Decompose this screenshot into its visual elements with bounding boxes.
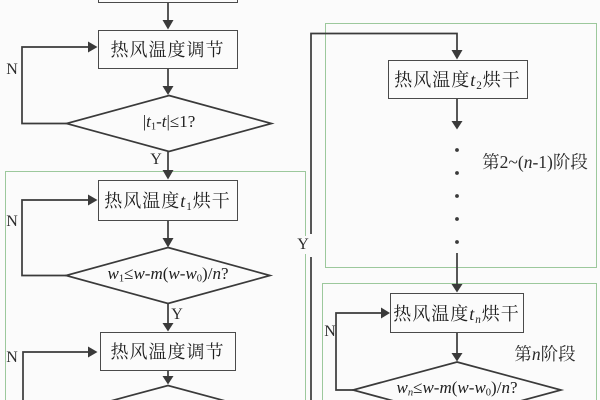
connector-adjust2-to-cond3 (163, 370, 174, 385)
connector-dots-to-dryn (452, 253, 463, 293)
node-adjust-temp-stage1-label: 热风温度调节 (110, 342, 225, 362)
node-start-partial (98, 0, 238, 3)
branch-yes-cond-temp: Y (150, 151, 162, 168)
node-dry-t2-label: 热风温度t2烘干 (394, 70, 521, 92)
cond-temp-text: |t1-t|≤1? (142, 112, 196, 133)
connector-adjust2-no-loop (23, 347, 98, 400)
connector-start-to-adjust (163, 3, 174, 30)
branch-no-cond-temp: N (6, 61, 18, 78)
stage-mid-label: 第2~(n-1)阶段 (482, 152, 588, 172)
node-adjust-temp-top-label: 热风温度调节 (110, 40, 225, 60)
node-dry-tn (390, 293, 524, 333)
node-dry-tn-label: 热风温度tn烘干 (393, 303, 520, 326)
node-dry-t2 (388, 60, 528, 99)
cond-w1-text: w1≤w-m(w-w0)/n? (107, 264, 229, 285)
connector-dry2-down (452, 98, 463, 130)
branch-yes-cond-w1: Y (171, 306, 183, 323)
node-dry-t1 (98, 180, 238, 221)
node-dry-t1-label: 热风温度t1烘干 (104, 191, 231, 213)
connector-adjust-to-cond-temp (163, 68, 174, 95)
branch-no-cond-wn: N (324, 323, 336, 340)
branch-yes-stage1-final: Y (293, 236, 313, 254)
diamond-cond3-partial (66, 386, 270, 400)
branch-no-cond-w1: N (6, 213, 18, 230)
connector-dryn-to-cond-wn (452, 332, 463, 362)
cond-wn-text: wn≤w-m(w-w0)/n? (396, 378, 518, 399)
node-adjust-temp-top (98, 30, 238, 69)
connector-dry1-to-cond-w1 (163, 220, 174, 248)
branch-no-cond-stage1-final: N (6, 349, 18, 366)
stage-n-label: 第n阶段 (514, 344, 576, 364)
node-adjust-temp-stage1 (100, 332, 236, 371)
